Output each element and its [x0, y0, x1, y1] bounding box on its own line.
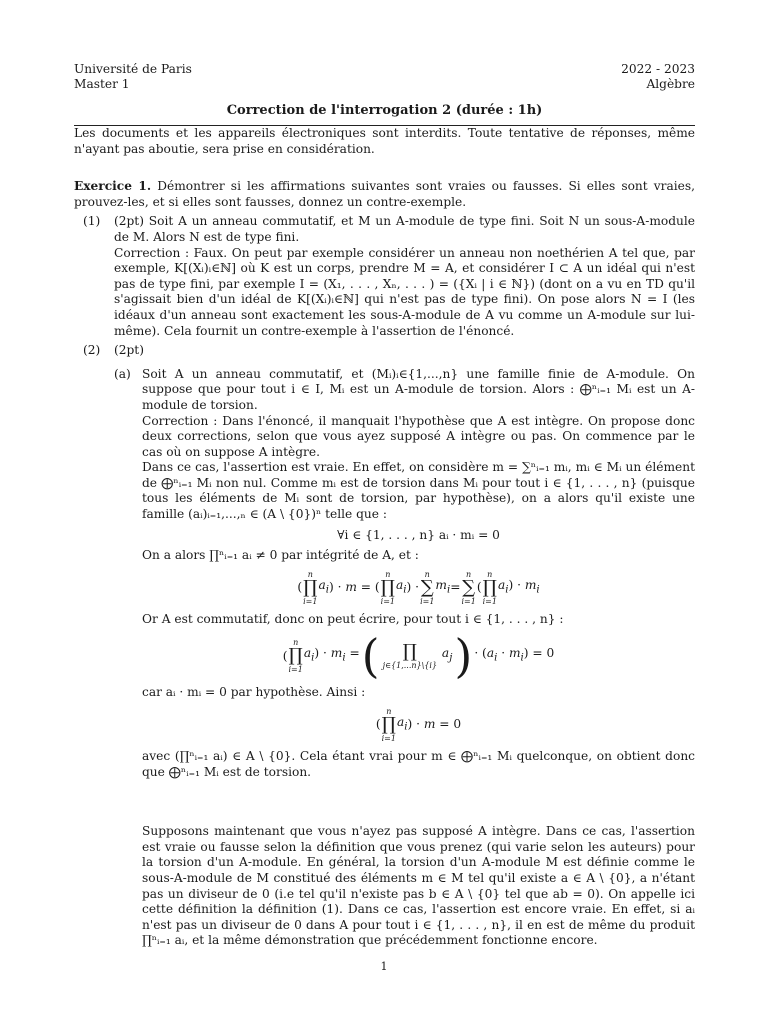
question-1 [74, 214, 695, 339]
question-2a-label: (a) [114, 366, 131, 381]
header [74, 62, 695, 92]
course-name: Algèbre [646, 77, 695, 91]
academic-year: 2022 - 2023 [621, 62, 695, 76]
equation-4: ( n ∏ i=1 $a_i$ ) · m = 0 [375, 707, 462, 744]
line-after-eq3: car aᵢ · mᵢ = 0 par hypothèse. Ainsi : [142, 685, 366, 700]
question-2-number: (2) [83, 343, 101, 358]
correction-intro: Correction : Dans l'énoncé, il manquait l'hypothèse que A est intègre. On propose donc deux corrections, selon que vous ayez supposé A intègre ou pas. On commence par le cas où on suppose A intègre. [142, 413, 695, 459]
question-2a-text: Soit A un anneau commutatif, et (Mᵢ)ᵢ∈{1,...,n} une famille finie de A-module. On suppose que pour tout i ∈ I, Mᵢ est un A-module de torsion. Alors : ⨁ⁿᵢ₌₁ Mᵢ est un A-module de torsion. [142, 366, 695, 412]
question-2-points: (2pt) [114, 343, 144, 358]
correction-proof-start: Dans ce cas, l'assertion est vraie. En effet, on considère m = ∑ⁿᵢ₌₁ mᵢ, mᵢ ∈ Mᵢ un élément de ⨁ⁿᵢ₌₁ Mᵢ non nul. Comme mᵢ est de torsion dans Mᵢ pour tout i ∈ {1, . . . , n} (puisque tous les éléments de Mᵢ sont de torsion, par hypothèse), on a alors qu'il existe une famille (aᵢ)ᵢ₌₁,...,ₙ ∈ (A \ {0})ⁿ telle que : [142, 460, 695, 522]
intro-text: Les documents et les appareils électroniques sont interdits. Toute tentative de réponses, même n'ayant pas aboutie, sera prise en considération. [74, 126, 695, 156]
level: Master 1 [74, 77, 130, 91]
university-name: Université de Paris [74, 62, 192, 76]
exercise-text: Démontrer si les affirmations suivantes sont vraies ou fausses. Si elles sont vraies, prouvez-les, et si elles sont fausses, donnez un contre-exemple. [74, 179, 695, 209]
equation-3: ( n ∏ i=1 $a_i$ ) · $m_i$ = ( ∏ j∈{1,...n}\{i} $a_j$ ) · $(a_i \cdot m_i) = 0$ [282, 629, 555, 684]
question-2 [74, 343, 695, 949]
exercise-statement [74, 179, 695, 210]
document-page [74, 62, 695, 949]
line-after-eq1: On a alors ∏ⁿᵢ₌₁ aᵢ ≠ 0 par intégrité de A, et : [142, 548, 419, 563]
equation-1: ∀i ∈ {1, . . . , n} aᵢ · mᵢ = 0 [337, 527, 500, 542]
page-number: 1 [380, 960, 388, 973]
exercise-label: Exercice 1. [74, 179, 152, 194]
spacer [142, 780, 695, 824]
document-title: Correction de l'interrogation 2 (durée : 1h) [226, 103, 543, 118]
proof-conclusion: avec (∏ⁿᵢ₌₁ aᵢ) ∈ A \ {0}. Cela étant vrai pour m ∈ ⨁ⁿᵢ₌₁ Mᵢ quelconque, on obtient donc que ⨁ⁿᵢ₌₁ Mᵢ est de torsion. [142, 749, 695, 779]
line-after-eq2: Or A est commutatif, donc on peut écrire, pour tout i ∈ {1, . . . , n} : [142, 611, 564, 626]
correction-non-integral-case: Supposons maintenant que vous n'ayez pas supposé A intègre. Dans ce cas, l'assertion est vraie ou fausse selon la définition que vous prenez (qui varie selon les auteurs) pour la torsion d'un A-module. En général, la torsion d'un A-module M est définie comme le sous-A-module de M constitué des éléments m ∈ M tel qu'il existe a ∈ A \ {0}, a n'étant pas un diviseur de 0 (i.e tel qu'il n'existe pas b ∈ A \ {0} tel que ab = 0). On appelle ici cette définition la définition (1). Dans ce cas, l'assertion est encore vraie. En effet, si aᵢ n'est pas un diviseur de 0 dans A pour tout i ∈ {1, . . . , n}, il en est de même du produit ∏ⁿᵢ₌₁ aᵢ, et la même démonstration que précédemment fonctionne encore. [142, 824, 695, 948]
question-2a [114, 367, 695, 949]
question-1-number: (1) [83, 214, 101, 229]
question-1-text: (2pt) Soit A un anneau commutatif, et M un A-module de type fini. Soit N un sous-A-module de M. Alors N est de type fini. [114, 214, 695, 244]
question-1-correction: Correction : Faux. On peut par exemple considérer un anneau non noethérien A tel que, par exemple, K[(Xᵢ)ᵢ∈ℕ] où K est un corps, prendre M = A, et considérer I ⊂ A un idéal qui n'est pas de type fini, par exemple I = (X₁, . . . , Xₙ, . . . ) = ({Xᵢ | i ∈ ℕ}) (dont on a vu en TD qu'il s'agissait bien d'un idéal de K[(Xᵢ)ᵢ∈ℕ] qui n'est pas de type fini). On pose alors N = I (les idéaux d'un anneau sont exactement les sous-A-module de A vu comme un A-module sur lui-même). Cela fournit un contre-exemple à l'assertion de l'énoncé. [114, 245, 695, 338]
equation-2: ( n ∏ i=1 $a_i$ ) · m = ( n ∏ i=1 $a_i$ ) · n ∑ i=1 $m_i$ = n ∑ i=1 ( n ∏ i=1 $a_i$ ) · $m_i$ [297, 569, 540, 606]
